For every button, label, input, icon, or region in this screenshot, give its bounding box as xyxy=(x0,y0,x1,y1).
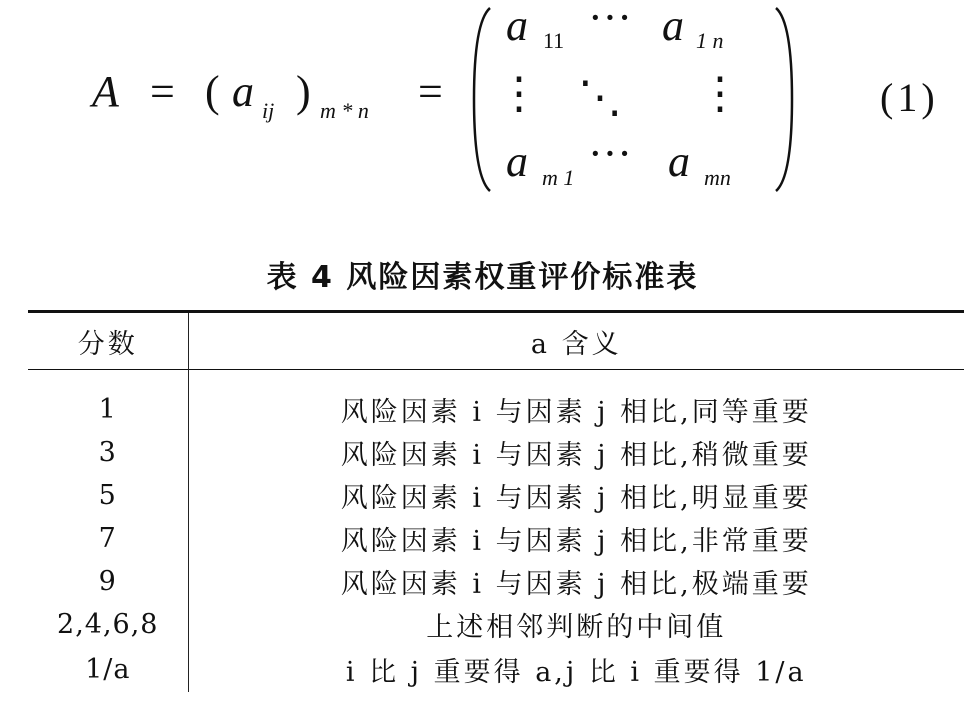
header-score: 分数 xyxy=(28,312,188,370)
entry-amn: a xyxy=(668,137,690,186)
table-row xyxy=(28,603,964,646)
right-bracket xyxy=(776,8,792,191)
score-cell: 3 xyxy=(28,431,188,474)
meaning-cell: 风险因素 i 与因素 j 相比,稍微重要 xyxy=(340,440,812,471)
meaning-cell: 上述相邻判断的中间值 xyxy=(426,612,727,643)
element-symbol: a xyxy=(232,67,254,116)
score-cell: 5 xyxy=(28,474,188,517)
entry-a11: a xyxy=(506,1,528,50)
table-row xyxy=(28,517,964,560)
meaning-cell: 风险因素 i 与因素 j 相比,同等重要 xyxy=(340,397,812,428)
header-meaning: a 含义 xyxy=(530,328,622,360)
score-cell: 1/a xyxy=(28,646,188,692)
equals-sign-2: = xyxy=(418,67,443,116)
table-row xyxy=(28,646,964,692)
vertical-dots-left: ⋮ xyxy=(497,69,541,118)
meaning-cell: 风险因素 i 与因素 j 相比,明显重要 xyxy=(340,483,812,514)
score-cell: 9 xyxy=(28,560,188,603)
entry-am1-subscript: m 1 xyxy=(542,165,575,190)
matrix-symbol-a: A xyxy=(92,67,119,116)
entry-a1n: a xyxy=(662,1,684,50)
table-row xyxy=(28,370,964,432)
meaning-cell: 风险因素 i 与因素 j 相比,非常重要 xyxy=(340,526,812,557)
diagonal-dots: ⋱ xyxy=(578,73,622,122)
score-cell: 1 xyxy=(28,370,188,432)
dimension-subscript: m * n xyxy=(320,98,369,123)
meaning-cell: i 比 j 重要得 a,j 比 i 重要得 1/a xyxy=(345,656,807,688)
equals-sign: = xyxy=(150,67,175,116)
element-subscript: ij xyxy=(262,98,275,123)
vertical-dots-right: ⋮ xyxy=(698,69,742,118)
entry-a1n-subscript: 1 n xyxy=(696,28,724,53)
table-caption: 表 4 风险因素权重评价标准表 xyxy=(266,260,699,295)
table-row xyxy=(28,431,964,474)
entry-a11-subscript: 11 xyxy=(543,28,565,53)
score-cell: 2,4,6,8 xyxy=(28,603,188,646)
entry-amn-subscript: mn xyxy=(704,165,731,190)
meaning-cell: 风险因素 i 与因素 j 相比,极端重要 xyxy=(340,569,812,600)
table-row xyxy=(28,474,964,517)
table-header-row xyxy=(28,312,964,370)
horizontal-dots-bottom: ··· xyxy=(588,129,632,178)
open-parenthesis: ( xyxy=(205,67,220,116)
horizontal-dots-top: ··· xyxy=(588,0,632,42)
equation-number: (1) xyxy=(880,75,939,120)
weight-standard-table xyxy=(28,310,964,692)
score-cell: 7 xyxy=(28,517,188,560)
left-bracket xyxy=(474,8,490,191)
matrix-equation xyxy=(0,0,965,205)
table-row xyxy=(28,560,964,603)
entry-am1: a xyxy=(506,137,528,186)
close-parenthesis: ) xyxy=(296,67,311,116)
